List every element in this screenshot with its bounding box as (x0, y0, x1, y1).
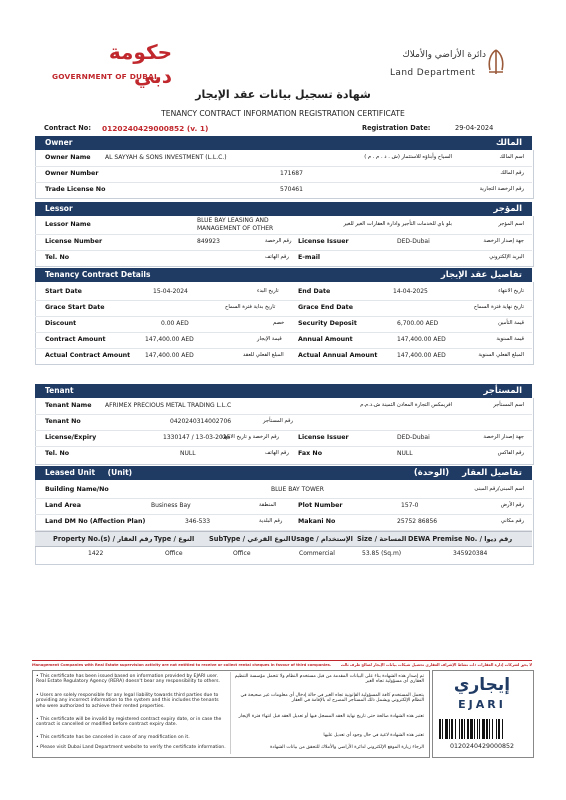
dm-value: 346-533 (185, 518, 211, 525)
unit-title-ar (414, 466, 522, 480)
tenant-fax-value: NULL (397, 450, 413, 457)
barcode-bar (482, 719, 485, 739)
note-en-5: • Please visit Dubai Land Department website to verify the certificate information. (36, 745, 226, 750)
barcode-bar (464, 719, 465, 739)
lessor-license-label-ar: رقم الرخصة (265, 238, 292, 244)
th-type: Type / النوع (154, 535, 195, 543)
barcode-bar (461, 719, 463, 739)
makani-value: 25752 86856 (397, 518, 438, 525)
area-label: Land Area (45, 502, 81, 509)
grace-start-label: Grace Start Date (45, 304, 105, 311)
barcode-bar (486, 719, 488, 739)
note-ar-5: الرجاء زيارة الموقع الإلكتروني لدائرة الأراضي والأملاك للتحقق من بيانات الشهادة (270, 745, 424, 750)
lessor-email-label: E-mail (298, 254, 321, 261)
gov-logo-text: GOVERNMENT OF DUBAI (52, 72, 157, 81)
actual-contract-label-ar: المبلغ الفعلي للعقد (243, 352, 284, 358)
owner-license-label-ar: رقم الرخصة التجارية (479, 186, 524, 192)
land-department-logo (388, 46, 518, 88)
deposit-label-ar: قيمة التأمين (498, 320, 524, 326)
discount-label-ar: خصم (273, 320, 285, 326)
note-ar-3: تعتبر هذه الشهادة صالحة حتى تاريخ نهاية العقد المسجل فيها أو تعديل العقد قبل انتهاء فترة الإيجار (238, 714, 424, 719)
contract-amount-value: 147,400.00 AED (145, 336, 194, 343)
lessor-license-value: 849923 (197, 238, 220, 245)
discount-label: Discount (45, 320, 77, 327)
grace-dates-row (35, 300, 532, 317)
building-row (35, 482, 532, 499)
ejari-logo (436, 675, 528, 715)
lessor-name-row (35, 216, 532, 235)
dm-label: Land DM No (Affection Plan) (45, 518, 146, 525)
barcode-graphic (439, 719, 525, 739)
lessor-license-row (35, 234, 532, 251)
td-subtype: Office (233, 550, 251, 557)
tenant-issuer-label-ar: جهة إصدار الرخصة (483, 434, 524, 440)
lessor-contact-row (35, 250, 532, 266)
barcode-bar (496, 719, 497, 739)
end-date-label: End Date (298, 288, 331, 295)
barcode-bar (439, 719, 441, 739)
property-table-row (35, 546, 532, 562)
owner-title: Owner (45, 138, 73, 147)
barcode-bar (451, 719, 453, 739)
makani-label: Makani No (298, 518, 336, 525)
footer-warning-ar: لا يحق لشركات إدارة العقارات ذات نشاط الإشراف العقاري تحصيل شيكات بيانات الإيجار لصالح طرف ثالث (340, 663, 532, 667)
annual-amount-label: Annual Amount (298, 336, 353, 343)
unit-title-main: Leased Unit (45, 468, 96, 477)
tenant-section-header (35, 384, 532, 398)
lessor-license-label: License Number (45, 238, 103, 245)
deposit-value: 6,700.00 AED (397, 320, 439, 327)
actual-annual-value: 147,400.00 AED (397, 352, 446, 359)
area-value: Business Bay (151, 502, 191, 509)
contract-title: Tenancy Contract Details (45, 270, 151, 279)
barcode-text: 0120240429000852 (449, 743, 515, 750)
owner-name-value-ar: السياح وأبناؤه للاستثمار (ش . ذ . م . م ) (364, 154, 452, 160)
actual-amounts-row (35, 348, 532, 364)
owner-number-value: 171687 (280, 170, 303, 177)
title-arabic: شهادة تسجيل بيانات عقد الإيجار (195, 88, 371, 101)
barcode-bar (459, 719, 460, 739)
tenant-name-value: AFRIMEX PRECIOUS METAL TRADING L.L.C (105, 402, 232, 409)
actual-annual-label: Actual Annual Amount (298, 352, 378, 359)
barcode-bar (492, 719, 493, 739)
annual-amount-label-ar: قيمة السنوية (496, 336, 524, 342)
tenant-issuer-label: License Issuer (298, 434, 349, 441)
barcode-bar (442, 719, 443, 739)
dm-label-ar: رقم البلدية (259, 518, 283, 524)
tenant-title: Tenant (45, 386, 74, 395)
lessor-issuer-label: License Issuer (298, 238, 349, 245)
owner-license-label: Trade License No (45, 186, 106, 193)
footer-warning-en: Management Companies with Real Estate supervision activity are not entitled to receive or collect rental cheques in favour of third companies. (32, 663, 332, 667)
annual-amount-value: 147,400.00 AED (397, 336, 446, 343)
tenant-number-row (35, 414, 532, 431)
contract-amount-label-ar: قيمة الإيجار (257, 336, 282, 342)
barcode-bar (455, 719, 456, 739)
tenant-name-value-ar: افريمكس التجارة المعادن الثمينة ش.ذ.م.م (360, 402, 452, 408)
government-of-dubai-logo (52, 40, 172, 88)
th-subtype: SubType / النوع الفرعي (209, 535, 291, 543)
owner-name-label-ar: اسم المالك (499, 154, 524, 160)
owner-license-row (35, 182, 532, 198)
discount-value: 0.00 AED (161, 320, 189, 327)
note-en-3: • This certificate will be invalid by registered contract expiry date, or in case the contract is cancelled or modified before contract expiry date. (36, 717, 222, 728)
grace-end-label: Grace End Date (298, 304, 353, 311)
tenant-number-label: Tenant No (45, 418, 81, 425)
unit-title-ar-main: تفاصيل العقار (462, 468, 522, 478)
td-dewa: 345920384 (453, 550, 488, 557)
barcode-bar (498, 719, 500, 739)
lessor-tel-label-ar: رقم الهاتف (265, 254, 289, 260)
contract-title-ar: تفاصيل عقد الإيجار (440, 270, 522, 280)
unit-title-ar-sub: (الوحدة) (413, 468, 450, 478)
lessor-title: Lessor (45, 204, 73, 213)
lessor-title-ar: المؤجر (493, 204, 522, 214)
owner-title-ar: المالك (495, 138, 522, 148)
property-table (35, 531, 532, 563)
barcode-bar (467, 719, 469, 739)
plot-label: Plot Number (298, 502, 343, 509)
contract-no-value: 0120240429000852 (v. 1) (102, 124, 209, 133)
start-date-value: 15-04-2024 (153, 288, 188, 295)
property-table-header (35, 531, 532, 547)
barcode-bar (502, 719, 503, 739)
tenant-title-ar: المستأجر (483, 386, 522, 396)
registration-date-label: Registration Date: (362, 124, 431, 132)
note-ar-1: تم إصدار هذه الشهادة بناء على البيانات المقدمة من قبل مستخدم النظام ولا تتحمل مؤسسة التنظيم العقاري أي مسؤولية تجاه الغير (234, 674, 424, 685)
lessor-name-value-ar: بلو باي للخدمات التأجير وادارة العقارات الغير للغير (343, 221, 452, 227)
td-type: Office (165, 550, 183, 557)
owner-section-header (35, 136, 532, 150)
tenant-tel-label-ar: رقم الهاتف (265, 450, 289, 456)
barcode-bar (470, 719, 473, 739)
contract-dates-row (35, 284, 532, 301)
contract-no-label: Contract No: (44, 124, 91, 132)
owner-number-label-ar: رقم المالك (500, 170, 524, 176)
footer-notes-divider (230, 672, 231, 754)
start-date-label-ar: تاريخ البدء (257, 288, 279, 294)
th-property-no: Property No.(s) / رقم العقار (53, 535, 153, 543)
tenant-license-label-ar: رقم الرخصة و تاريخ الانتهاء (221, 434, 280, 440)
tenant-name-row (35, 398, 532, 415)
grace-start-label-ar: تاريخ بداية فترة السماح (225, 304, 276, 310)
building-value: BLUE BAY TOWER (271, 486, 324, 493)
owner-number-row (35, 166, 532, 183)
owner-name-value: AL SAYYAH & SONS INVESTMENT (L.L.C.) (105, 154, 227, 161)
note-en-4: • This certificate has be canceled in case of any modification on it. (36, 735, 190, 740)
barcode-bar (489, 719, 490, 739)
makani-label-ar: رقم مكاني (500, 518, 524, 524)
tenant-name-label-ar: اسم المستأجر (493, 402, 524, 408)
tenant-license-label: License/Expiry (45, 434, 97, 441)
barcode-bar (474, 719, 475, 739)
owner-name-label: Owner Name (45, 154, 91, 161)
lessor-email-label-ar: البريد الإلكتروني (489, 254, 524, 260)
plot-label-ar: رقم الأرض (500, 502, 524, 508)
contract-section-header (35, 268, 532, 282)
lessor-section-header (35, 202, 532, 216)
th-size: Size / المساحة (357, 535, 407, 543)
tenant-fax-label-ar: رقم الفاكس (497, 450, 524, 456)
lessor-name-label: Lessor Name (45, 221, 91, 228)
tenant-number-label-ar: رقم المستأجر (263, 418, 293, 424)
lessor-name-value-line1: BLUE BAY LEASING AND (197, 217, 269, 224)
dld-logo-arabic: دائرة الأراضي والأملاك (402, 50, 486, 60)
plot-value: 157-0 (401, 502, 419, 509)
barcode-bar (477, 719, 478, 739)
actual-contract-label: Actual Contract Amount (45, 352, 131, 359)
lessor-issuer-label-ar: جهة إصدار الرخصة (483, 238, 524, 244)
amounts-row (35, 332, 532, 349)
td-size: 53.85 (Sq.m) (362, 550, 402, 557)
tenant-tel-label: Tel. No (45, 450, 70, 457)
lessor-name-label-ar: اسم المؤجر (498, 221, 524, 227)
end-date-label-ar: تاريخ الانتهاء (498, 288, 524, 294)
owner-number-label: Owner Number (45, 170, 99, 177)
start-date-label: Start Date (45, 288, 82, 295)
owner-license-value: 570461 (280, 186, 303, 193)
end-date-value: 14-04-2025 (393, 288, 428, 295)
note-ar-2: يتحمل المستخدم كافة المسؤولية القانونية تجاه الغير في حالة إدخال أي معلومات غير صحيحة في النظام الإلكتروني ويشمل ذلك المستأجر المصرح له بالإقامة في العقار (240, 693, 424, 704)
footer-top-rule (32, 660, 532, 661)
th-dewa: DEWA Premise No. / رقم ديوا (408, 535, 513, 543)
tenant-contact-row (35, 446, 532, 462)
discount-deposit-row (35, 316, 532, 333)
tenant-issuer-value: DED-Dubai (397, 434, 430, 441)
dld-emblem-icon (486, 48, 506, 76)
unit-section-header (35, 466, 532, 480)
actual-contract-value: 147,400.00 AED (145, 352, 194, 359)
tenant-number-value: 0420240314002706 (170, 418, 232, 425)
tenant-name-label: Tenant Name (45, 402, 92, 409)
ejari-logo-english: EJARI (458, 698, 506, 711)
unit-title-sub: (Unit) (107, 468, 133, 477)
tenant-license-row (35, 430, 532, 447)
area-plot-row (35, 498, 532, 515)
barcode-bar (445, 719, 448, 739)
tenant-license-value: 1330147 / 13-03-2025 (163, 434, 231, 441)
owner-name-row (35, 150, 532, 167)
area-label-ar: المنطقة (259, 502, 277, 508)
lessor-issuer-value: DED-Dubai (397, 238, 430, 245)
registration-date-value: 29-04-2024 (455, 124, 494, 132)
grace-end-label-ar: تاريخ نهاية فترة السماح (473, 304, 524, 310)
barcode-bar (479, 719, 480, 739)
lessor-tel-label: Tel. No (45, 254, 70, 261)
title-english: TENANCY CONTRACT INFORMATION REGISTRATION CERTIFICATE (161, 109, 405, 118)
actual-annual-label-ar: المبلغ الفعلي السنوية (478, 352, 524, 358)
td-usage: Commercial (299, 550, 335, 557)
note-en-2: • Users are solely responsible for any legal liability towards third parties due to providing any incorrect information to the system and this includes the tenants who were authorized to achieve their rented properties. (36, 693, 219, 709)
unit-title (45, 466, 132, 480)
th-usage: Usage / الإستخدام (291, 535, 353, 543)
barcode-bar (449, 719, 450, 739)
note-ar-4: تعتبر هذه الشهادة لاغية في حال وجود أي تعديل عليها (323, 733, 424, 738)
tenant-tel-value: NULL (180, 450, 196, 457)
dm-makani-row (35, 514, 532, 531)
dld-logo-text: Land Department (390, 68, 476, 78)
deposit-label: Security Deposit (298, 320, 357, 327)
building-label: Building Name/No (45, 486, 109, 493)
note-en-1: • This certificate has been issued based on information provided by EJARI user. Real Estate Regulatory Agency (RERA) doesn't bear any responsibility to others. (36, 674, 220, 685)
contract-amount-label: Contract Amount (45, 336, 106, 343)
building-label-ar: اسم المبنى/رقم المبنى (474, 486, 524, 492)
td-property-no: 1422 (88, 550, 104, 557)
gov-logo-arabic: حكومة دبي (108, 40, 172, 88)
ejari-logo-arabic: إيجاري (453, 675, 511, 695)
tenant-fax-label: Fax No (298, 450, 323, 457)
lessor-name-value-line2: MANAGEMENT OF OTHER (197, 225, 274, 232)
